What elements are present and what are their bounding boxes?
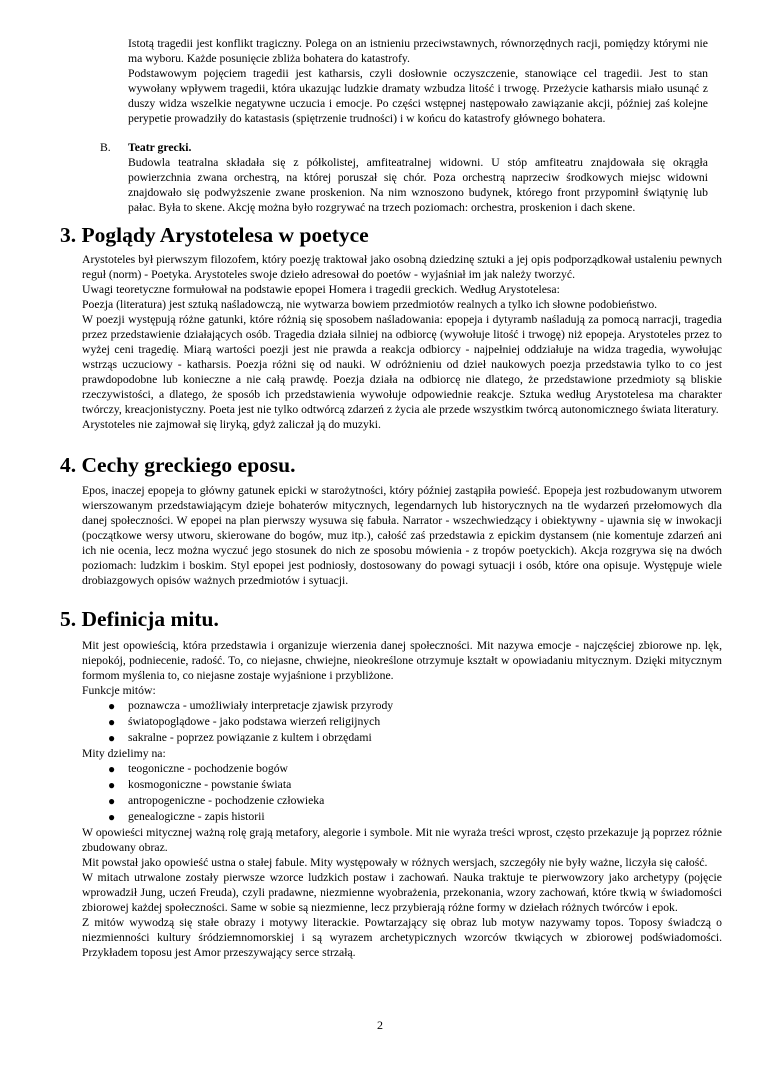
section-4-body — [82, 483, 722, 588]
tragedy-text-block — [128, 36, 708, 126]
list-item: ● antropogeniczne - pochodzenie człowieka — [108, 794, 325, 808]
types-list — [82, 761, 722, 825]
bullet-icon: ● — [108, 810, 116, 824]
section-3-line: Uwagi teoretyczne formułował na podstawie epopei Homera i tragedii greckich. Według Arystotelesa: — [82, 283, 560, 296]
bullet-icon: ● — [108, 778, 116, 792]
myth-paragraph: Mit powstał jako opowieść ustna o stałej fabule. Mity występowały w różnych wersjach, szczegóły nie były ważne, liczyła się całość. — [82, 856, 708, 869]
list-item-title: Teatr grecki. — [128, 141, 192, 154]
section-4-paragraph: Epos, inaczej epopeja to główny gatunek epicki w starożytności, który później zastąpiła powieść. Epopeja jest rozbudowanym utworem wierszowanym przedstawiającym dzieje bohaterów mitycznych, legendarnych lub historycznych na tle wydarzeń przełomowych dla danej społeczności. W epopei na plan pierwszy wysuwa się fabuła. Narrator - wszechwiedzący i obiektywny - ujawnia się w inwokacji (początkowe wersy utworu, skierowane do bogów, muz itp.), całość zaś przedstawia z epickim dystansem (nie komentuje zdarzeń ani ich nie ocenia, lecz można wyczuć jego stosunek do nich ze sposobu mówienia - z tropów poetyckich). Akcja rozgrywa się na dwóch poziomach: ludzkim i boskim. Styl epopei jest podniosły, dostosowany do powagi sytuacji i osób, które ona opisuje. Występuje wiele drobiazgowych opisów ważnych przedmiotów i sytuacji. — [82, 484, 722, 587]
list-item: ● kosmogoniczne - powstanie świata — [108, 778, 292, 792]
section-3-line: Arystoteles był pierwszym filozofem, który poezję traktował jako osobną dziedzinę sztuki a jej opis podporządkował ustaleniu pewnych reguł (norm) - Poetyka. Arystoteles swoje dzieło adresował do poetów - wyjaśniał im jak należy tworzyć. — [82, 253, 722, 281]
section-3-line: Arystoteles nie zajmował się liryką, gdyż zaliczał ją do muzyki. — [82, 418, 381, 431]
bullet-icon: ● — [108, 762, 116, 776]
list-item: ● teogoniczne - pochodzenie bogów — [108, 762, 288, 776]
section-4-heading: 4. Cechy greckiego eposu. — [60, 453, 296, 477]
functions-list — [82, 698, 722, 746]
list-item: ● poznawcza - umożliwiały interpretacje zjawisk przyrody — [108, 699, 394, 713]
bullet-icon: ● — [108, 794, 116, 808]
section-5-heading: 5. Definicja mitu. — [60, 607, 219, 631]
myth-paragraph: W opowieści mitycznej ważną rolę grają metafory, alegorie i symbole. Mit nie wyraża treści wprost, często przekazuje ją poprzez różnie zbudowany obraz. — [82, 826, 722, 854]
list-item: ● sakralne - poprzez powiązanie z kultem i obrzędami — [108, 731, 372, 745]
bullet-icon: ● — [108, 699, 116, 713]
tragedy-conflict-paragraph: Istotą tragedii jest konflikt tragiczny. Polega on an istnieniu przeciwstawnych, równorzędnych racji, pomiędzy którymi nie ma wyboru. Każde posunięcie zbliża bohatera do katastrofy. — [128, 37, 708, 65]
section-3-body — [82, 252, 722, 432]
page-number: 2 — [377, 1018, 383, 1032]
bullet-icon: ● — [108, 715, 116, 729]
functions-label: Funkcje mitów: — [82, 684, 156, 697]
list-item: ● genealogiczne - zapis historii — [108, 810, 265, 824]
katharsis-paragraph: Podstawowym pojęciem tragedii jest katharsis, czyli dosłownie oczyszczenie, stanowiące cel tragedii. Jest to stan wywołany wpływem tragedii, która ukazując ludzkie dramaty wzbudza litość i trwogę. Przeżycie katharsis miało usunąć z duszy widza wszelkie negatywne uczucia i emocje. Po części wstępnej następowało zawiązanie akcji, później zaś kolejne perypetie prowadziły do katastasis (spiętrzenie trudności) i w końcu do katastrofy głównego bohatera. — [128, 67, 708, 125]
myth-paragraph: Z mitów wywodzą się stałe obrazy i motywy literackie. Powtarzający się obraz lub motyw nazywamy topos. Toposy świadczą o niezmienności kultury śródziemnomorskiej i są wyrazem archetypicznych wzorców tkwiących w zbiorowej podświadomości. Przykładem toposu jest Amor przeszywający serce strzałą. — [82, 916, 722, 959]
section-3-line: W poezji występują różne gatunki, które różnią się sposobem naśladowania: epopeja i dytyramb naśladują za pomocą narracji, tragedia przez przedstawienie działających osób. Tragedia działa silniej na odbiorcę (wywołuje litość i trwogę) niż epopeja. Arystoteles przez to wyżej ceni tragedię. Miarą wartości poezji jest nie prawda a reakcja odbiorcy - najpełniej oddziałuje na widza tragedia, wywołując wstrząs uczuciowy - katharsis. Poezja różni się od nauki. W odróżnieniu od dzieł naukowych poezja przedstawia tylko to co jest prawdopodobne lub konieczne a nie całą prawdę. Poezja działa na odbiorcę nie dlatego, że przedstawione przedmioty są bliskie rzeczywistości, a dlatego, że sposób ich przedstawienia wywołuje odpowiednie reakcje. Sztuka według Arystotelesa ma charakter twórczy, kreacjonistyczny. Poeta jest nie tylko odtwórcą zdarzeń z życia ale przede wszystkim twórcą autonomicznego świata literatury. — [82, 313, 722, 416]
myth-definition-paragraph: Mit jest opowieścią, która przedstawia i organizuje wierzenia danej społeczności. Mit nazywa emocje - najczęściej zbiorowe np. lęk, niepokój, podniecenie, radość. To, co niejasne, chwiejne, nieokreślone otrzymuje kształt w opowiadaniu mitycznym. Dzięki mitycznym formom myślenia to, co niejasne zostaje wyjaśnione i przybliżone. — [82, 639, 722, 682]
myth-paragraph: W mitach utrwalone zostały pierwsze wzorce ludzkich postaw i zachowań. Nauka traktuje te pierwowzory jako archetypy (pojęcie wprowadził Jung, uczeń Freuda), czyli pradawne, niezmienne wyobrażenia, przekonania, wzory zachowań, które tkwią w świadomości zbiorowej każdej społeczności. Same w sobie są niezmienne, lecz przybierają różne formy w dziełach różnych twórców i epok. — [82, 871, 722, 914]
section-3-line: Poezja (literatura) jest sztuką naśladowczą, nie wytwarza bowiem przedmiotów realnych a tylko ich słowne podobieństwo. — [82, 298, 658, 311]
section-5-body — [82, 638, 722, 960]
greek-theatre-paragraph: Budowla teatralna składała się z półkolistej, amfiteatralnej widowni. U stóp amfiteatru znajdowała się okrągła powierzchnia zwana orchestrą, na której poruszał się chór. Poza orchestrą naprzeciw środkowych miejsc widowni znajdowało się podwyższenie zwane proskenion. Na nim wznoszono budynek, którego front przypominł świątynię lub pałac. Była to skene. Akcję można było rozgrywać na trzech poziomach: orchestra, proskenion i dach skene. — [128, 156, 708, 214]
list-item: ● światopoglądowe - jako podstawa wierzeń religijnych — [108, 715, 381, 729]
types-label: Mity dzielimy na: — [82, 747, 166, 760]
bullet-icon: ● — [108, 731, 116, 745]
section-3-heading: 3. Poglądy Arystotelesa w poetyce — [60, 223, 369, 247]
list-letter: B. — [100, 141, 111, 154]
